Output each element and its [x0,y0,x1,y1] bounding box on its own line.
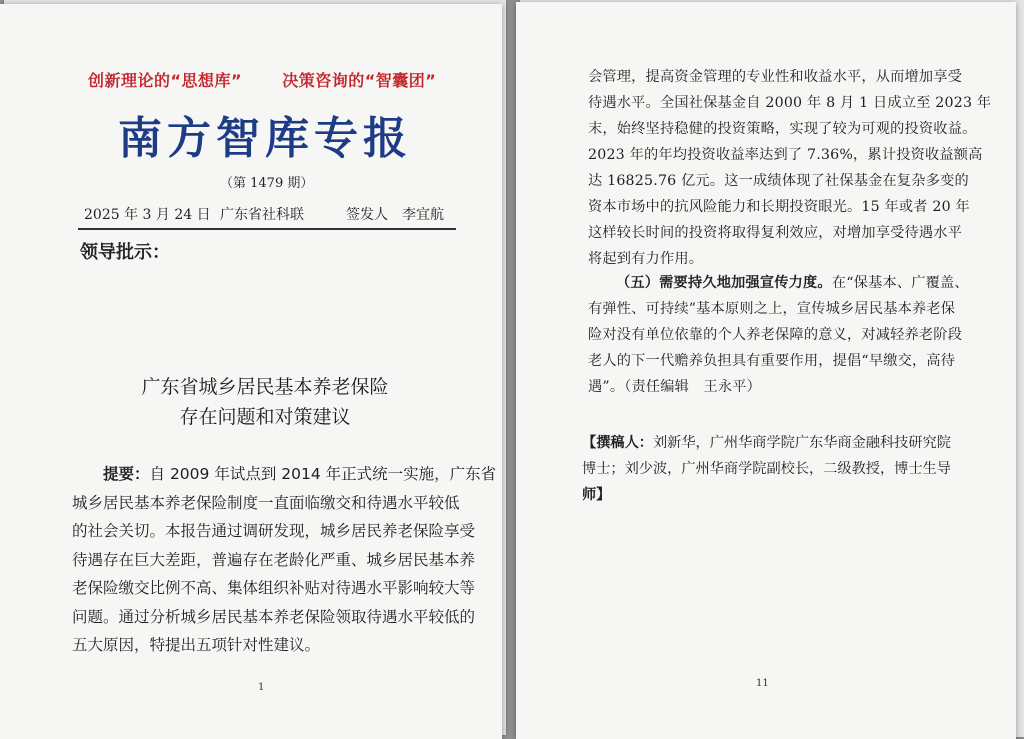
abstract-line: 老保险缴交比例不高、集体组织补贴对待遇水平影响较大等 [72,579,476,597]
author-line: 刘新华，广州华商学院广东华商金融科技研究院 [652,435,951,451]
paragraph-fund-investment [588,64,992,272]
slogan-advisory-group: 决策咨询的“智囊团” [282,71,437,90]
page-number: 11 [756,678,769,689]
abstract-line: 的社会关切。本报告通过调研发现，城乡居民养老保险享受 [72,522,476,540]
abstract-label: 提要： [103,465,150,483]
body-line: 会管理，提高资金管理的专业性和收益水平，从而增加享受 [588,69,963,85]
slogan [88,68,436,91]
header-rule [78,228,456,230]
author-line: 博士；刘少波，广州华商学院副校长，二级教授，博士生导 [582,461,951,477]
body-line: 老人的下一代赡养负担具有重要作用，提倡“早缴交，高待 [588,353,956,369]
body-line: 待遇水平。全国社保基金自 2000 年 8 月 1 日成立至 2023 年 [588,95,992,111]
body-line: 在“保基本、广覆盖、 [831,275,969,291]
body-line: 将起到有力作用。 [588,251,704,267]
body-line: 2023 年的年均投资收益率达到了 7.36%，累计投资收益额高 [588,147,983,163]
body-line: 达 16825.76 亿元。这一成绩体现了社保基金在复杂多变的 [588,173,969,189]
publisher: 广东省社科联 [220,207,304,223]
masthead-title: 南方智库专报 [118,113,412,164]
author-line: 师】 [582,487,611,503]
abstract-line: 待遇存在巨大差距，普遍存在老龄化严重、城乡居民基本养 [72,550,476,569]
issue-number: （第 1479 期） [220,176,314,191]
abstract-line: 自 2009 年试点到 2014 年正式统一实施，广东省 [149,465,497,483]
issuer: 签发人 李宜航 [346,207,444,223]
author-credits [582,430,982,508]
body-line: 险对没有单位依靠的个人养老保障的意义，对减轻养老阶段 [588,327,963,343]
body-line: 末，始终坚持稳健的投资策略，实现了较为可观的投资收益。 [588,121,977,137]
abstract-line: 问题。通过分析城乡居民基本养老保险领取待遇水平较低的 [72,607,476,626]
body-line: 这样较长时间的投资将取得复利效应，对增加享受待遇水平 [588,225,963,241]
authors-label: 【撰稿人： [582,435,653,451]
abstract-line: 城乡居民基本养老保险制度一直面临缴交和待遇水平较低 [72,493,460,512]
page-number: 1 [258,682,265,693]
cover-page [0,4,502,739]
report-title-line-2: 存在问题和对策建议 [179,406,351,428]
body-line: 遇”。（责任编辑 王永平） [588,379,762,395]
publish-date: 2025 年 3 月 24 日 [84,207,211,223]
slogan-think-tank: 创新理论的“思想库” [88,71,243,90]
paragraph-publicity [588,270,968,400]
abstract-line: 五大原因，特提出五项针对性建议。 [72,636,321,654]
abstract [72,460,497,660]
body-line: 资本市场中的抗风险能力和长期投资眼光。15 年或者 20 年 [588,199,970,215]
leader-comment-label: 领导批示： [80,242,170,263]
content-page [516,2,1016,739]
section-heading: （五）需要持久地加强宣传力度。 [616,275,832,291]
report-title-line-1: 广东省城乡居民基本养老保险 [141,376,389,398]
body-line: 有弹性、可持续”基本原则之上，宣传城乡居民基本养老保 [588,301,956,317]
